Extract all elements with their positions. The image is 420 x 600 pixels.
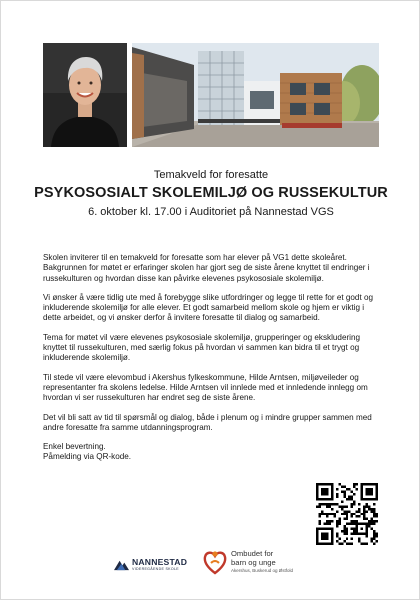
event-kicker: Temakveld for foresatte xyxy=(153,169,269,181)
ombud-line-2: barn og unge xyxy=(231,557,276,567)
ombud-logo xyxy=(203,549,293,575)
body-paragraph: Det vil bli satt av tid til spørsmål og dialog, både i plenum og i mindre grupper sammen med andre foresatte fra samme utdanningsprogram. xyxy=(43,412,372,432)
invitation-body xyxy=(43,253,383,463)
qr-code-icon[interactable] xyxy=(316,483,378,545)
nannestad-name: NANNESTAD xyxy=(132,556,188,567)
refreshments-note: Enkel bevertning. xyxy=(43,442,106,452)
portrait-photo xyxy=(43,43,127,147)
body-paragraph: Skolen inviterer til en temakveld for foresatte som har elever på VG1 dette skoleåret. Bakgrunnen for møtet er erfaringer skolen har gjort seg de siste årene knyttet til endringer i russekulturen og hvordan disse kan påvirke elevenes psykososiale skolemiljø. xyxy=(43,253,370,283)
ombud-line-1: Ombudet for xyxy=(231,549,274,558)
event-title: PSYKOSOSIALT SKOLEMILJØ OG RUSSEKULTUR xyxy=(34,185,388,201)
ombud-heart-figure-icon xyxy=(203,549,227,575)
body-paragraph: Til stede vil være elevombud i Akershus fylkeskommune, Hilde Arntsen, miljøveileder og representanter fra skolens ledelse. Hilde Arntsen vil innlede med et innledende innlegg om hvordan vi ser russekulturen har endret seg de siste årene. xyxy=(43,372,368,403)
nannestad-logo xyxy=(114,557,187,572)
school-building-photo xyxy=(132,43,379,147)
ombud-region: Akershus, Buskerud og Østfold xyxy=(231,568,294,573)
registration-note: Påmelding via QR-kode. xyxy=(43,452,132,462)
event-date-location: 6. oktober kl. 17.00 i Auditoriet på Nannestad VGS xyxy=(88,206,334,218)
nannestad-subtitle: VIDEREGÅENDE SKOLE xyxy=(132,566,179,571)
body-paragraph: Tema for møtet vil være elevenes psykososiale skolemiljø, grupperinger og ekskludering knyttet til russekulturen, med særlig fokus på hvordan vi sammen kan bidra til et trygt og inkluderende skolemiljø. xyxy=(43,332,361,363)
nannestad-mountain-icon xyxy=(114,557,129,572)
body-paragraph: Vi ønsker å være tidlig ute med å forebygge slike utfordringer og legge til rette for et godt og inkluderende skolemiljø for alle elever. Et godt samarbeid mellom skole og hjem er viktig i dette arbeidet, og vi ønsker derfor å invitere foresatte til dialog og samarbeid. xyxy=(43,292,373,323)
